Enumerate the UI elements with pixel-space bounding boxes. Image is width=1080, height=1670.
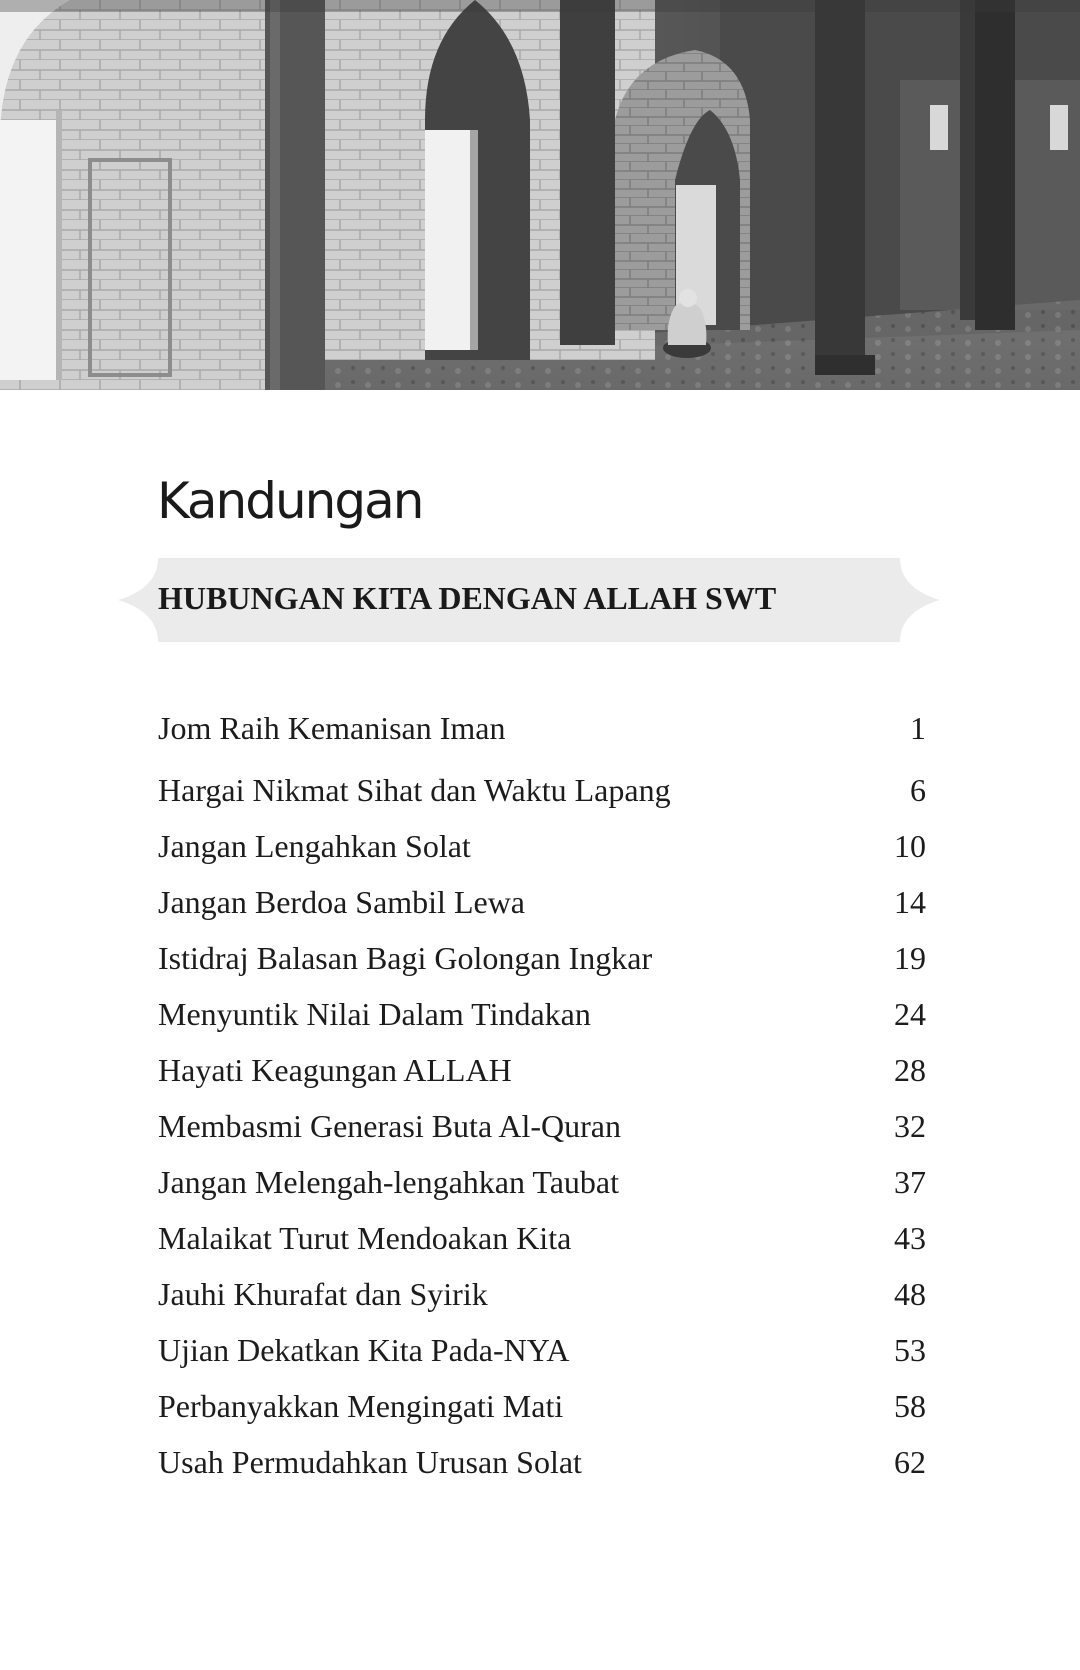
toc-entry-page: 10 — [894, 828, 926, 864]
toc-entry[interactable] — [158, 1098, 926, 1154]
toc-entry-title: Hayati Keagungan ALLAH — [158, 1052, 512, 1088]
header-photo-mosque-interior — [0, 0, 1080, 390]
toc-entry[interactable] — [158, 986, 926, 1042]
toc-entry-page: 62 — [894, 1444, 926, 1480]
toc-entry[interactable] — [158, 1434, 926, 1490]
toc-entry-title: Istidraj Balasan Bagi Golongan Ingkar — [158, 940, 653, 976]
toc-entry-page: 32 — [894, 1108, 926, 1144]
toc-entry-title: Menyuntik Nilai Dalam Tindakan — [158, 996, 591, 1032]
toc-entry-page: 48 — [894, 1276, 926, 1312]
toc-entry[interactable] — [158, 762, 926, 818]
toc-entry[interactable] — [158, 1042, 926, 1098]
toc-entry-title: Jauhi Khurafat dan Syirik — [158, 1276, 488, 1312]
toc-entry-page: 43 — [894, 1220, 926, 1256]
toc-entry-page: 28 — [894, 1052, 926, 1088]
section-banner — [118, 558, 940, 642]
toc-entry-title: Ujian Dekatkan Kita Pada-NYA — [158, 1332, 570, 1368]
toc-entry[interactable] — [158, 1266, 926, 1322]
toc-entry[interactable] — [158, 1210, 926, 1266]
toc-entry-page: 53 — [894, 1332, 926, 1368]
toc-entry-page: 14 — [894, 884, 926, 920]
toc-entry[interactable] — [158, 1378, 926, 1434]
mosque-interior-illustration — [0, 0, 1080, 390]
section-heading: HUBUNGAN KITA DENGAN ALLAH SWT — [158, 580, 777, 616]
toc-entry-page: 58 — [894, 1388, 926, 1424]
toc-entry-title: Perbanyakkan Mengingati Mati — [158, 1388, 564, 1424]
toc-entry-page: 6 — [910, 772, 926, 808]
toc-entry[interactable] — [158, 700, 926, 762]
toc-entry-title: Hargai Nikmat Sihat dan Waktu Lapang — [158, 772, 671, 808]
toc-entry-page: 24 — [894, 996, 926, 1032]
toc-entry-title: Jom Raih Kemanisan Iman — [158, 710, 506, 746]
toc-entry[interactable] — [158, 818, 926, 874]
toc-entry-title: Membasmi Generasi Buta Al-Quran — [158, 1108, 621, 1144]
page-title: Kandungan — [157, 472, 423, 530]
toc-entry-page: 1 — [910, 710, 926, 746]
toc-entry-page: 19 — [894, 940, 926, 976]
toc-entry-title: Jangan Melengah-lengahkan Taubat — [158, 1164, 619, 1200]
toc-entry-page: 37 — [894, 1164, 926, 1200]
toc-entry-title: Usah Permudahkan Urusan Solat — [158, 1444, 582, 1480]
toc-entry[interactable] — [158, 930, 926, 986]
table-of-contents — [158, 700, 926, 1490]
toc-entry-title: Jangan Lengahkan Solat — [158, 828, 471, 864]
toc-entry-title: Malaikat Turut Mendoakan Kita — [158, 1220, 572, 1256]
toc-entry-title: Jangan Berdoa Sambil Lewa — [158, 884, 525, 920]
toc-entry[interactable] — [158, 1322, 926, 1378]
toc-entry[interactable] — [158, 874, 926, 930]
toc-entry[interactable] — [158, 1154, 926, 1210]
